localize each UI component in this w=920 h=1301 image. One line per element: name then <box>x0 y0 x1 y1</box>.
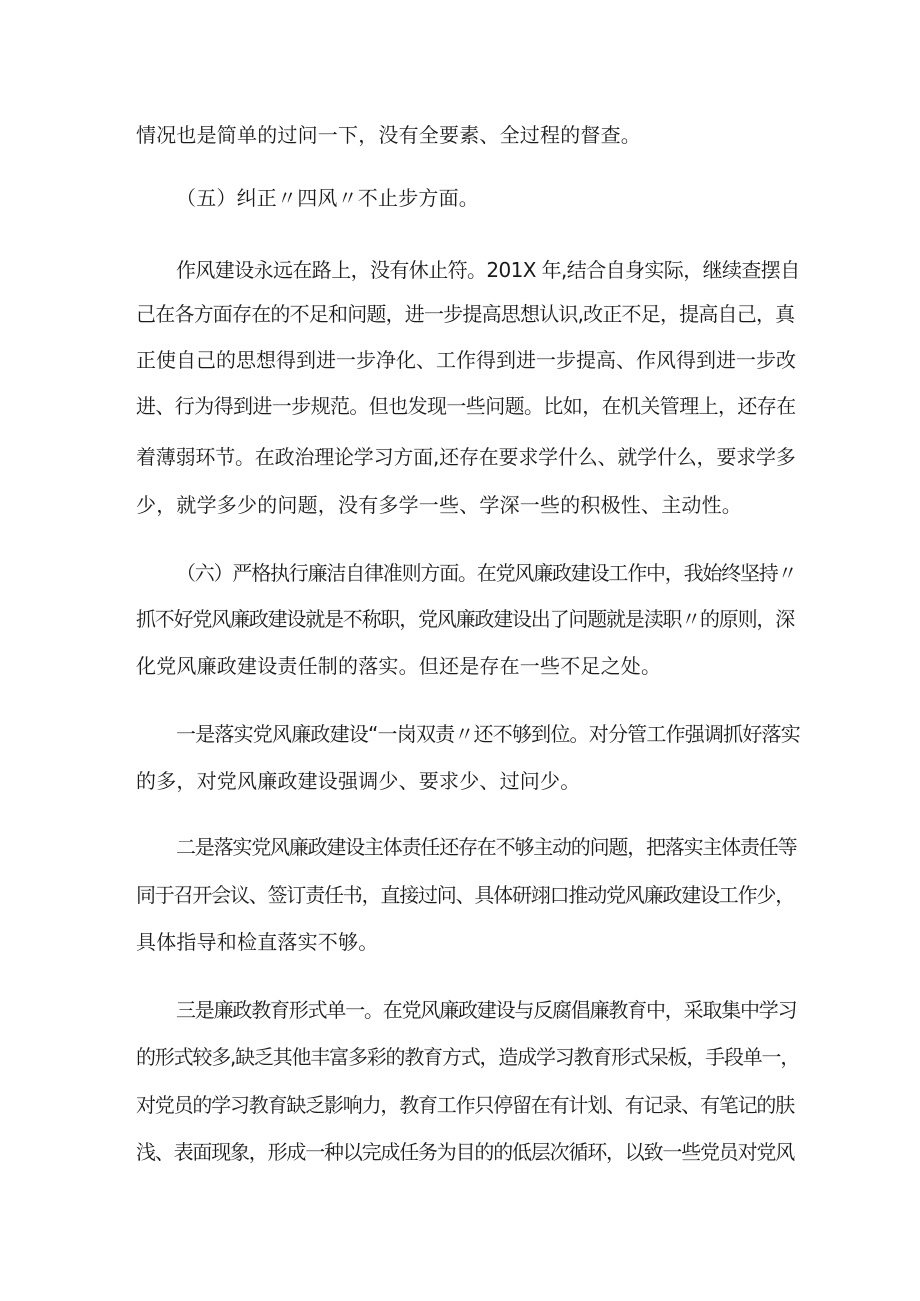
paragraph-line: 正使自己的思想得到进一步净化、工作得到进一步提高、作风得到进一步改 <box>136 348 796 372</box>
paragraph-line: 己在各方面存在的不足和问题，进一步提高思想认识,改正不足，提高自己，真 <box>136 302 795 326</box>
paragraph-line: 少，就学多少的问题，没有多学一些、学深一些的积极性、主动性。 <box>136 493 742 517</box>
paragraph-line: 三是廉政教育形式单一。在党风廉政建设与反腐倡廉教育中，采取集中学习 <box>176 998 797 1022</box>
paragraph-line: 一是落实党风廉政建设“一岗双责〃还不够到位。对分管工作强调抓好落实 <box>176 722 800 746</box>
paragraph-line: 情况也是简单的过问一下，没有全要素、全过程的督查。 <box>136 123 641 147</box>
paragraph-line: 对党员的学习教育缺乏影响力，教育工作只停留在有计划、有记录、有笔记的肤 <box>136 1093 794 1117</box>
paragraph-line: 化党风廉政建设责任制的落实。但还是存在一些不足之处。 <box>136 654 662 678</box>
paragraph-line: 着薄弱环节。在政治理论学习方面,还存在要求学什么、就学什么，要求学多 <box>136 445 796 469</box>
paragraph-line: 具体指导和检直落实不够。 <box>136 930 379 954</box>
section-heading: （六）严格执行廉洁自律准则方面。在党风廉政建设工作中，我始终坚持〃 <box>176 561 797 585</box>
section-heading: （五）纠正〃四风〃不止步方面。 <box>176 186 479 210</box>
paragraph-line: 进、行为得到进一步规范。但也发现一些问题。比如，在机关管理上，还存在 <box>136 394 796 418</box>
paragraph-line: 的形式较多,缺乏其他丰富多彩的教育方式，造成学习教育形式呆板，手段单一， <box>136 1045 800 1069</box>
paragraph-line: 抓不好党风廉政建设就是不称职，党风廉政建设出了问题就是渎职〃的原则，深 <box>136 607 794 631</box>
paragraph-line: 浅、表面现象，形成一种以完成任务为目的的低层次循环，以致一些党员对党风 <box>136 1140 794 1164</box>
paragraph-line: 作风建设永远在路上，没有休止符。201X 年,结合自身实际，继续查摆自 <box>176 258 800 282</box>
paragraph-line: 同于召开会议、签订责任书，直接过问、具体研翊口推动党风廉政建设工作少， <box>136 883 794 907</box>
paragraph-line: 二是落实党风廉政建设主体责任还存在不够主动的问题，把落实主体责任等 <box>176 835 797 859</box>
paragraph-line: 的多，对党风廉政建设强调少、要求少、过问少。 <box>136 769 581 793</box>
